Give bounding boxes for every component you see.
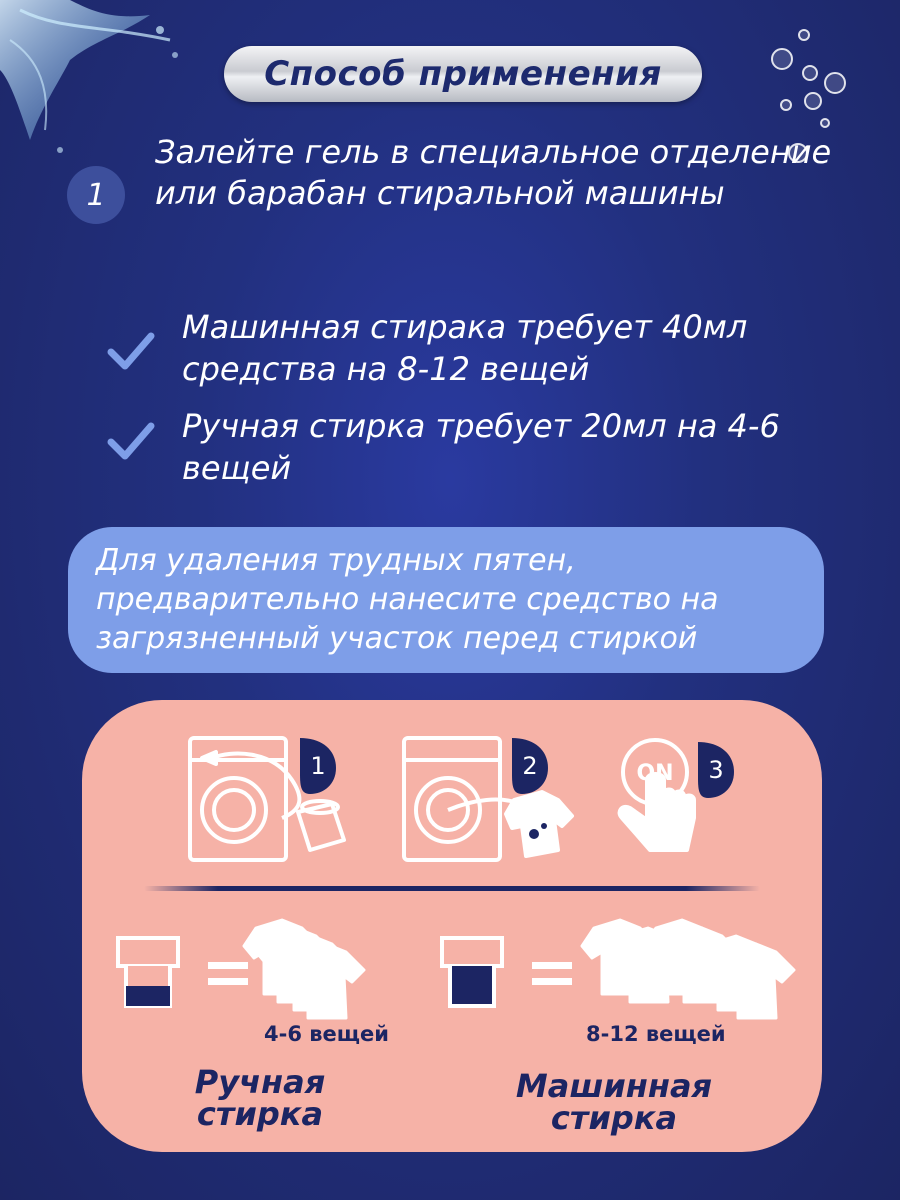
shirts-stack-small-icon — [244, 920, 364, 1018]
step-instruction-text: Залейте гель в специальное отделение или барабан стиральной машины — [155, 133, 832, 212]
equals-icon — [208, 962, 248, 985]
equals-icon — [532, 962, 572, 985]
instructions-panel — [82, 700, 822, 1152]
tip-text: Для удаления трудных пятен, предварительно нанесите средство на загрязненный участок перед стиркой — [96, 543, 719, 656]
on-button-label: ON — [636, 761, 674, 786]
tip-box — [68, 527, 824, 673]
panel-divider — [144, 886, 760, 891]
press-on-button-icon — [620, 740, 694, 850]
bullet-machine-wash-text: Машинная стирака требует 40мл средства на 8-12 вещей — [182, 308, 748, 388]
svg-text:2: 2 — [522, 752, 538, 780]
gel-cap-full-dose-icon — [442, 938, 502, 1006]
machine-wash-label: Машинная стирка — [515, 1067, 713, 1137]
washing-machine-load-clothes-icon — [404, 738, 572, 860]
hand-wash-label: Ручная стирка — [194, 1063, 326, 1133]
step-3-badge — [698, 742, 734, 798]
bullet-hand-wash-text: Ручная стирка требует 20мл на 4-6 вещей — [182, 407, 780, 487]
check-icon — [105, 420, 155, 462]
step-number-badge: 1 — [67, 166, 125, 224]
svg-text:3: 3 — [708, 756, 724, 784]
machine-wash-quantity: 8-12 вещей — [586, 1022, 726, 1046]
shirts-stack-large-icon — [582, 920, 794, 1018]
gel-cap-small-dose-icon — [118, 938, 178, 1006]
check-icon — [105, 330, 155, 372]
step-2-badge — [512, 738, 548, 794]
page-title: Способ применения — [224, 46, 702, 102]
svg-text:1: 1 — [310, 752, 326, 780]
hand-wash-quantity: 4-6 вещей — [264, 1022, 389, 1046]
step-1-badge — [300, 738, 336, 794]
